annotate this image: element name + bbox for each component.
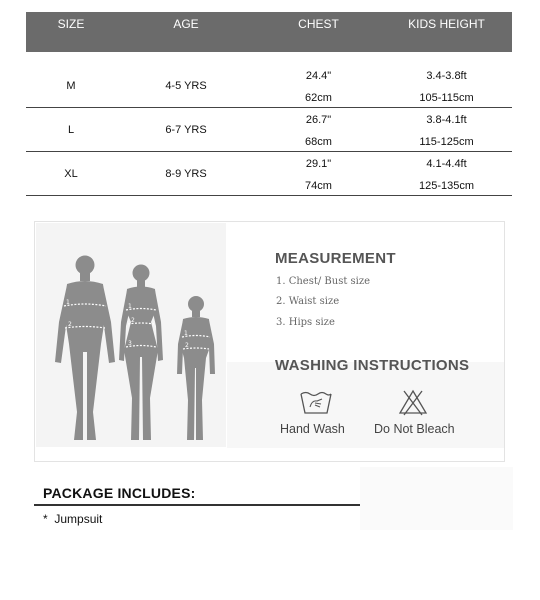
table-row: [26, 64, 512, 108]
cell-height-cm: 105-115cm: [419, 92, 474, 104]
measurement-item-chest: 1. Chest/ Bust size: [276, 276, 371, 287]
cell-chest-in: 29.1": [305, 158, 332, 170]
package-background: [360, 467, 513, 530]
cell-age: 6-7 YRS: [165, 124, 207, 136]
cell-chest-in: 26.7": [305, 114, 332, 126]
table-row: [26, 152, 512, 196]
measurement-title: MEASUREMENT: [275, 250, 396, 267]
figure-mark: 2: [185, 342, 189, 349]
cell-height-cm: 125-135cm: [418, 180, 475, 192]
package-item: [43, 512, 102, 526]
washing-title: WASHING INSTRUCTIONS: [275, 357, 470, 374]
cell-height-ft: 3.4-3.8ft: [426, 70, 467, 82]
figure-mark: 1: [184, 330, 188, 337]
figure-mark: 2: [68, 321, 72, 328]
cell-chest-cm: 62cm: [305, 92, 332, 104]
size-chart-table: [26, 12, 512, 196]
do-not-bleach-label: Do Not Bleach: [374, 422, 455, 436]
hand-wash-label: Hand Wash: [280, 422, 345, 436]
package-divider: [34, 504, 360, 506]
header-chest: CHEST: [298, 17, 339, 31]
table-header: [26, 12, 512, 52]
cell-size: L: [67, 124, 75, 136]
figure-mark: 1: [66, 299, 70, 306]
hand-wash-icon: [298, 388, 334, 416]
cell-age: 8-9 YRS: [165, 168, 207, 180]
header-size: SIZE: [57, 17, 85, 31]
header-age: AGE: [173, 17, 199, 31]
cell-chest-in: 24.4": [305, 70, 332, 82]
cell-height-ft: 3.8-4.1ft: [426, 114, 467, 126]
measurement-panel: [34, 221, 505, 462]
table-row: [26, 108, 512, 152]
figure-mark: 3: [128, 340, 132, 347]
cell-height-cm: 115-125cm: [419, 136, 474, 148]
cell-chest-cm: 68cm: [305, 136, 332, 148]
header-kids-height: KIDS HEIGHT: [408, 17, 485, 31]
cell-chest-cm: 74cm: [305, 180, 332, 192]
cell-age: 4-5 YRS: [165, 80, 207, 92]
body-figures-icon: [35, 222, 235, 450]
cell-size: XL: [64, 168, 78, 180]
cell-size: M: [66, 80, 76, 92]
package-item-label: Jumpsuit: [54, 512, 103, 526]
package-title: PACKAGE INCLUDES:: [43, 485, 196, 501]
washing-background: [227, 362, 504, 448]
figure-mark: 2: [131, 317, 135, 324]
figure-mark: 1: [128, 303, 132, 310]
bullet: *: [43, 512, 48, 526]
do-not-bleach-icon: [397, 388, 429, 416]
measurement-item-hips: 3. Hips size: [276, 317, 335, 328]
cell-height-ft: 4.1-4.4ft: [426, 158, 467, 170]
measurement-item-waist: 2. Waist size: [276, 296, 340, 307]
